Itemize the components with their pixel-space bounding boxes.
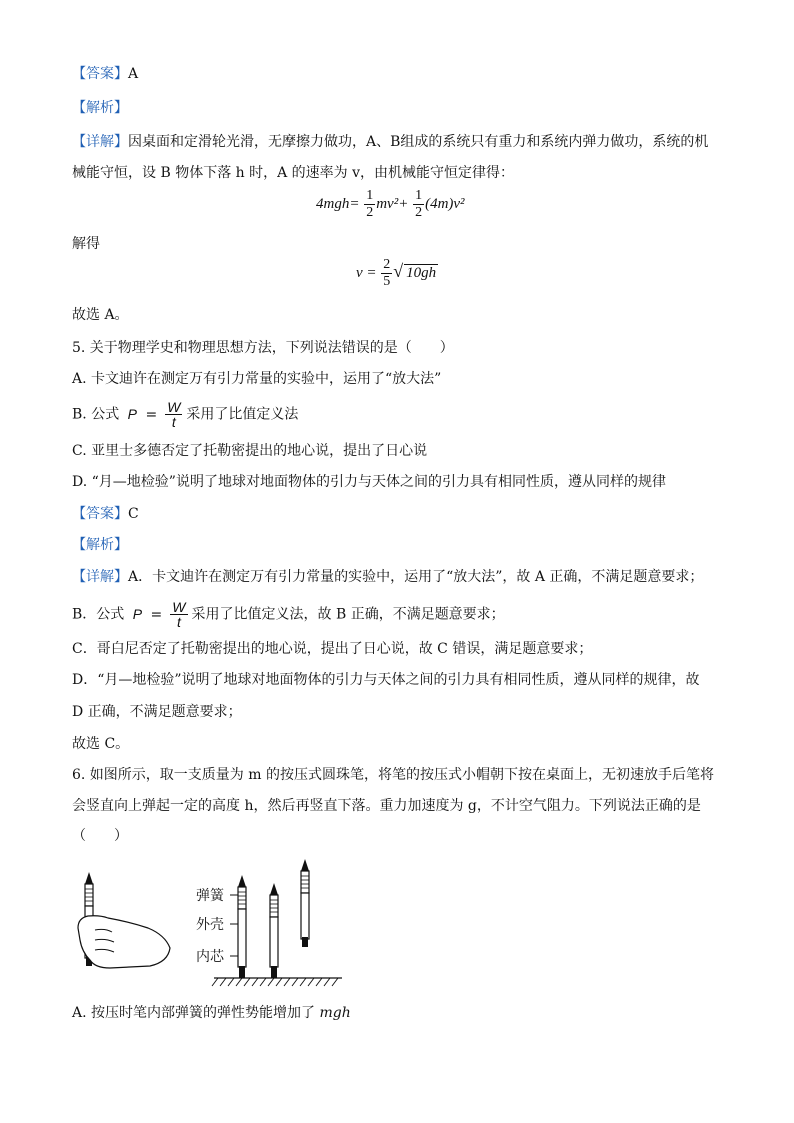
q6-option-a-var: mgh [319, 1005, 351, 1021]
speed-equation [356, 257, 438, 290]
q6-option-a [72, 1003, 351, 1023]
q4-detail-line-1 [72, 132, 708, 152]
eq2-fraction [381, 257, 392, 290]
eq1-right: (4m)v² [425, 195, 465, 212]
q5-option-b-suffix: 采用了比值定义法 [186, 406, 299, 423]
q5-detail-d-1: D．“月—地检验”说明了地球对地面物体的引力与天体之间的引力具有相同性质，遵从同样的规律，故 [72, 672, 700, 688]
detail-text: A．卡文迪许在测定万有引力常量的实验中，运用了“放大法”，故 A 正确，不满足题意要求； [128, 569, 704, 585]
q5-option-b-fraction [165, 400, 182, 429]
q5-option-b-prefix: B. 公式 [72, 406, 120, 423]
q5-detail-a [72, 567, 703, 587]
q4-analysis-tag [72, 98, 128, 118]
q5-option-b [72, 400, 298, 429]
eq1-fraction-den: 2 [366, 205, 374, 220]
q4-detail-line-2: 械能守恒，设 B 物体下落 h 时，A 的速率为 v，由机械能守恒定律得： [72, 165, 515, 181]
figure-label-core: 内芯 [196, 949, 224, 965]
q6-stem-line-2: 会竖直向上弹起一定的高度 h，然后再竖直下落。重力加速度为 g，不计空气阻力。下列说法正确的是 [72, 798, 701, 814]
q5-analysis-tag [72, 535, 128, 555]
table-surface [212, 978, 342, 986]
sqrt-sign: √ [393, 260, 404, 281]
answer-tag: 【答案】 [72, 506, 128, 522]
eq1-fraction2-num: 1 [415, 188, 423, 203]
q5-detail-b-fraction [170, 600, 187, 629]
q5-detail-b-num: W [172, 599, 186, 615]
analysis-tag: 【解析】 [72, 537, 128, 553]
q6-stem-line-3: （ ） [72, 828, 128, 844]
q4-answer-line [72, 64, 138, 84]
eq1-mid: mv²+ [376, 195, 409, 212]
pen-released [270, 883, 278, 978]
q5-option-d: D. “月—地检验”说明了地球对地面物体的引力与天体之间的引力具有相同性质，遵从同样的规律 [72, 474, 666, 490]
q5-detail-b-equals: = [150, 606, 163, 623]
q5-option-a: A. 卡文迪许在测定万有引力常量的实验中，运用了“放大法” [72, 371, 442, 387]
q5-detail-b-prefix: B．公式 [72, 606, 125, 623]
q5-option-b-num: W [167, 399, 181, 415]
q5-option-b-equals: = [145, 406, 158, 423]
detail-tag: 【详解】 [72, 569, 128, 585]
eq2-fraction-num: 2 [383, 257, 391, 272]
eq2-left: v = [356, 264, 377, 281]
hand-pen [78, 872, 170, 968]
q5-answer-line [72, 504, 139, 524]
eq2-radicand: 10gh [406, 264, 437, 281]
eq1-fraction-2 [413, 188, 424, 221]
q5-detail-b [72, 600, 505, 629]
q5-option-b-den: t [171, 414, 176, 430]
answer-value: A [128, 66, 139, 82]
detail-tag: 【详解】 [72, 134, 128, 150]
q5-detail-b-p: P [132, 605, 143, 622]
figure-label-spring: 弹簧 [196, 888, 224, 904]
q5-stem: 5. 关于物理学史和物理思想方法，下列说法错误的是（ ） [72, 340, 454, 356]
detail-text: 因桌面和定滑轮光滑，无摩擦力做功，A、B组成的系统只有重力和系统内弹力做功，系统的机 [128, 134, 709, 150]
solve-label: 解得 [72, 236, 100, 252]
q5-option-c: C. 亚里士多德否定了托勒密提出的地心说，提出了日心说 [72, 443, 428, 459]
q5-option-b-p: P [127, 405, 137, 422]
eq1-left: 4mgh= [316, 195, 360, 212]
pen-pressed [238, 875, 246, 978]
eq2-fraction-den: 5 [383, 274, 391, 289]
answer-tag: 【答案】 [72, 66, 128, 82]
figure-label-shell: 外壳 [196, 917, 224, 933]
q5-detail-c: C．哥白尼否定了托勒密提出的地心说，提出了日心说，故 C 错误，满足题意要求； [72, 641, 593, 657]
energy-equation [316, 188, 465, 221]
q5-conclusion: 故选 C。 [72, 736, 130, 752]
pen-airborne [301, 859, 309, 947]
q5-detail-d-2: D 正确，不满足题意要求； [72, 704, 242, 720]
q5-detail-b-suffix: 采用了比值定义法，故 B 正确，不满足题意要求； [191, 606, 505, 623]
answer-value: C [128, 506, 139, 522]
eq1-fraction-num: 1 [366, 188, 374, 203]
q6-stem-line-1: 6. 如图所示，取一支质量为 m 的按压式圆珠笔，将笔的按压式小帽朝下按在桌面上，无初速放手后笔将 [72, 767, 714, 783]
q5-detail-b-den: t [176, 614, 181, 630]
figure-label-lines [230, 895, 242, 956]
analysis-tag: 【解析】 [72, 100, 128, 116]
eq1-fraction [364, 188, 375, 221]
eq1-fraction2-den: 2 [415, 205, 423, 220]
q6-option-a-text: A. 按压时笔内部弹簧的弹性势能增加了 [72, 1005, 316, 1021]
q4-conclusion: 故选 A。 [72, 307, 129, 323]
